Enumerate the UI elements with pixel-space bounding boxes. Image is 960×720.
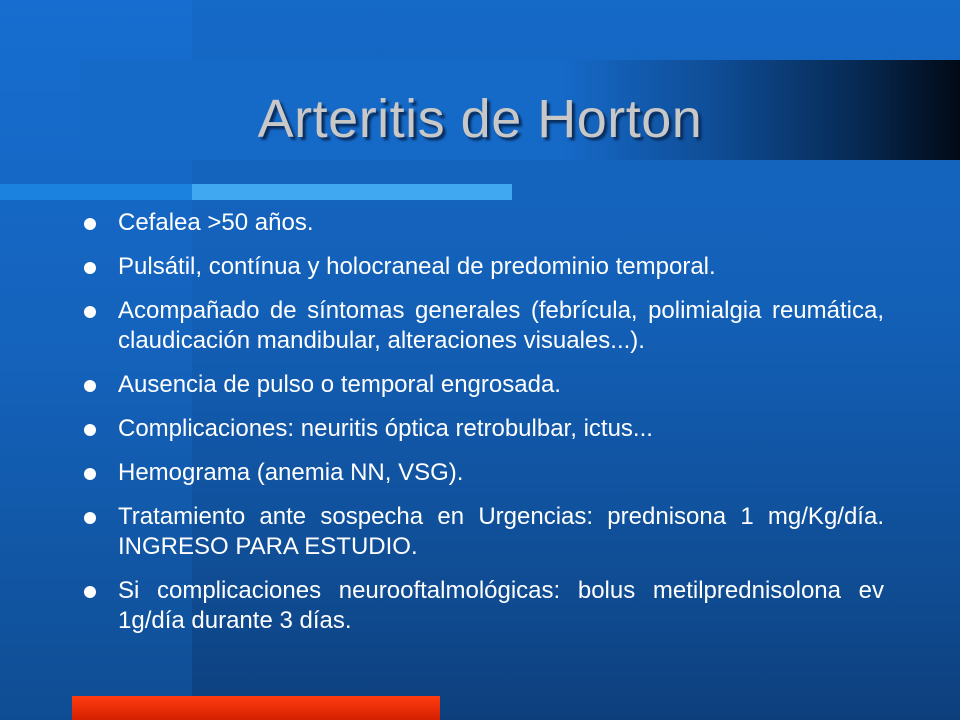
bullet-dot-icon <box>84 468 96 480</box>
bottom-accent-bar <box>72 696 440 720</box>
bullet-text: Complicaciones: neuritis óptica retrobulbar, ictus... <box>118 415 653 442</box>
accent-bar-left <box>0 184 192 200</box>
bullet-item <box>84 296 884 356</box>
bullet-text: Pulsátil, contínua y holocraneal de predominio temporal. <box>118 253 716 280</box>
bullet-text: Acompañado de síntomas generales (febrícula, polimialgia reumática, claudicación mandibular, alteraciones visuales...). <box>118 297 884 354</box>
bullet-list <box>84 208 884 650</box>
slide-title: Arteritis de Horton <box>257 89 703 149</box>
bullet-text: Cefalea >50 años. <box>118 209 314 236</box>
bullet-dot-icon <box>84 512 96 524</box>
bullet-dot-icon <box>84 218 96 230</box>
bullet-dot-icon <box>84 586 96 598</box>
bullet-item <box>84 502 884 562</box>
bullet-text: Si complicaciones neurooftalmológicas: bolus metilprednisolona ev 1g/día durante 3 días. <box>118 577 884 634</box>
bullet-dot-icon <box>84 424 96 436</box>
bullet-text: Tratamiento ante sospecha en Urgencias: prednisona 1 mg/Kg/día. INGRESO PARA ESTUDIO. <box>118 503 884 560</box>
bullet-item <box>84 576 884 636</box>
bullet-item <box>84 252 884 282</box>
bullet-item <box>84 414 884 444</box>
accent-bar <box>192 184 512 200</box>
bullet-dot-icon <box>84 380 96 392</box>
bullet-item <box>84 208 884 238</box>
bullet-item <box>84 370 884 400</box>
bullet-item <box>84 458 884 488</box>
bullet-text: Ausencia de pulso o temporal engrosada. <box>118 371 561 398</box>
bullet-dot-icon <box>84 262 96 274</box>
bullet-text: Hemograma (anemia NN, VSG). <box>118 459 464 486</box>
bullet-dot-icon <box>84 306 96 318</box>
